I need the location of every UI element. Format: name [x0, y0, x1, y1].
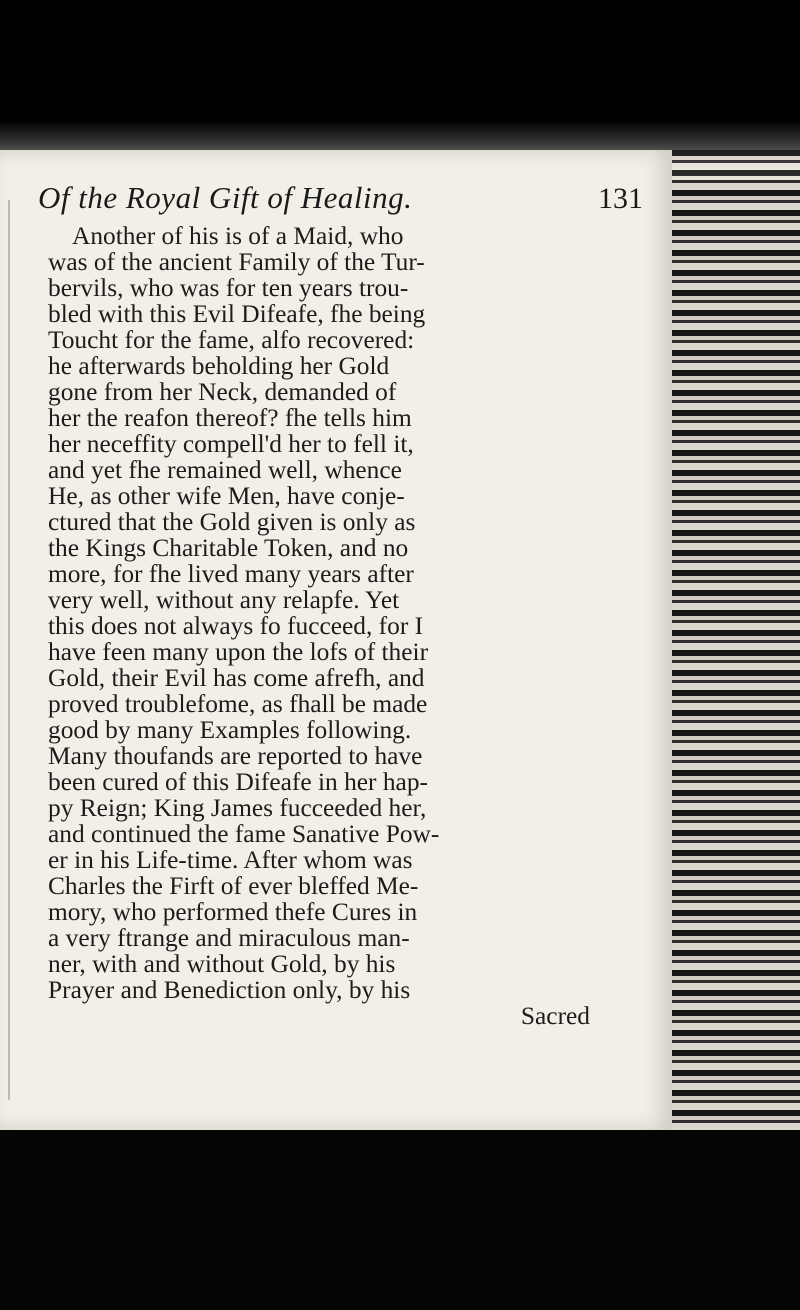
text-line: Gold, their Evil has come afrefh, and [48, 664, 425, 692]
text-line: Charles the Firft of ever bleffed Me- [48, 872, 419, 900]
page-number: 131 [598, 182, 643, 215]
running-header [38, 180, 643, 216]
text-line: and yet fhe remained well, whence [48, 456, 402, 484]
text-line: proved troublefome, as fhall be made [48, 690, 428, 718]
text-line: bervils, who was for ten years trou- [48, 274, 409, 302]
background-bottom [0, 1130, 800, 1310]
text-line: a very ftrange and miraculous man- [48, 924, 410, 952]
text-line: good by many Examples following. [48, 716, 412, 744]
page-left-margin-rule [8, 200, 10, 1100]
catchword: Sacred [520, 1002, 590, 1030]
text-line: her the reafon thereof? fhe tells him [48, 404, 412, 432]
text-line: was of the ancient Family of the Tur- [48, 248, 425, 276]
text-line: er in his Life-time. After whom was [48, 846, 413, 874]
text-line: Many thoufands are reported to have [48, 742, 423, 770]
text-line: ctured that the Gold given is only as [48, 508, 416, 536]
text-line: he afterwards beholding her Gold [48, 352, 390, 380]
text-line: py Reign; King James fucceeded her, [48, 794, 427, 822]
page-edge-gutter [672, 150, 800, 1130]
text-line: Another of his is of a Maid, who [72, 222, 404, 250]
text-line: the Kings Charitable Token, and no [48, 534, 409, 562]
text-line: been cured of this Difeafe in her hap- [48, 768, 428, 796]
text-line: and continued the fame Sanative Pow- [48, 820, 440, 848]
text-line: her neceffity compell'd her to fell it, [48, 430, 414, 458]
text-line: mory, who performed thefe Cures in [48, 898, 418, 926]
text-line: very well, without any relapfe. Yet [48, 586, 400, 614]
text-line: more, for fhe lived many years after [48, 560, 414, 588]
text-line: this does not always fo fucceed, for I [48, 612, 424, 640]
text-line: bled with this Evil Difeafe, fhe being [48, 300, 426, 328]
text-line: ner, with and without Gold, by his [48, 950, 396, 978]
body-text [48, 223, 608, 1029]
text-line: have feen many upon the lofs of their [48, 638, 429, 666]
text-line: gone from her Neck, demanded of [48, 378, 397, 406]
text-line: He, as other wife Men, have conje- [48, 482, 405, 510]
running-title: Of the Royal Gift of Healing. [38, 180, 413, 215]
text-line: Prayer and Benediction only, by his [48, 976, 411, 1004]
text-line: Toucht for the fame, alfo recovered: [48, 326, 415, 354]
